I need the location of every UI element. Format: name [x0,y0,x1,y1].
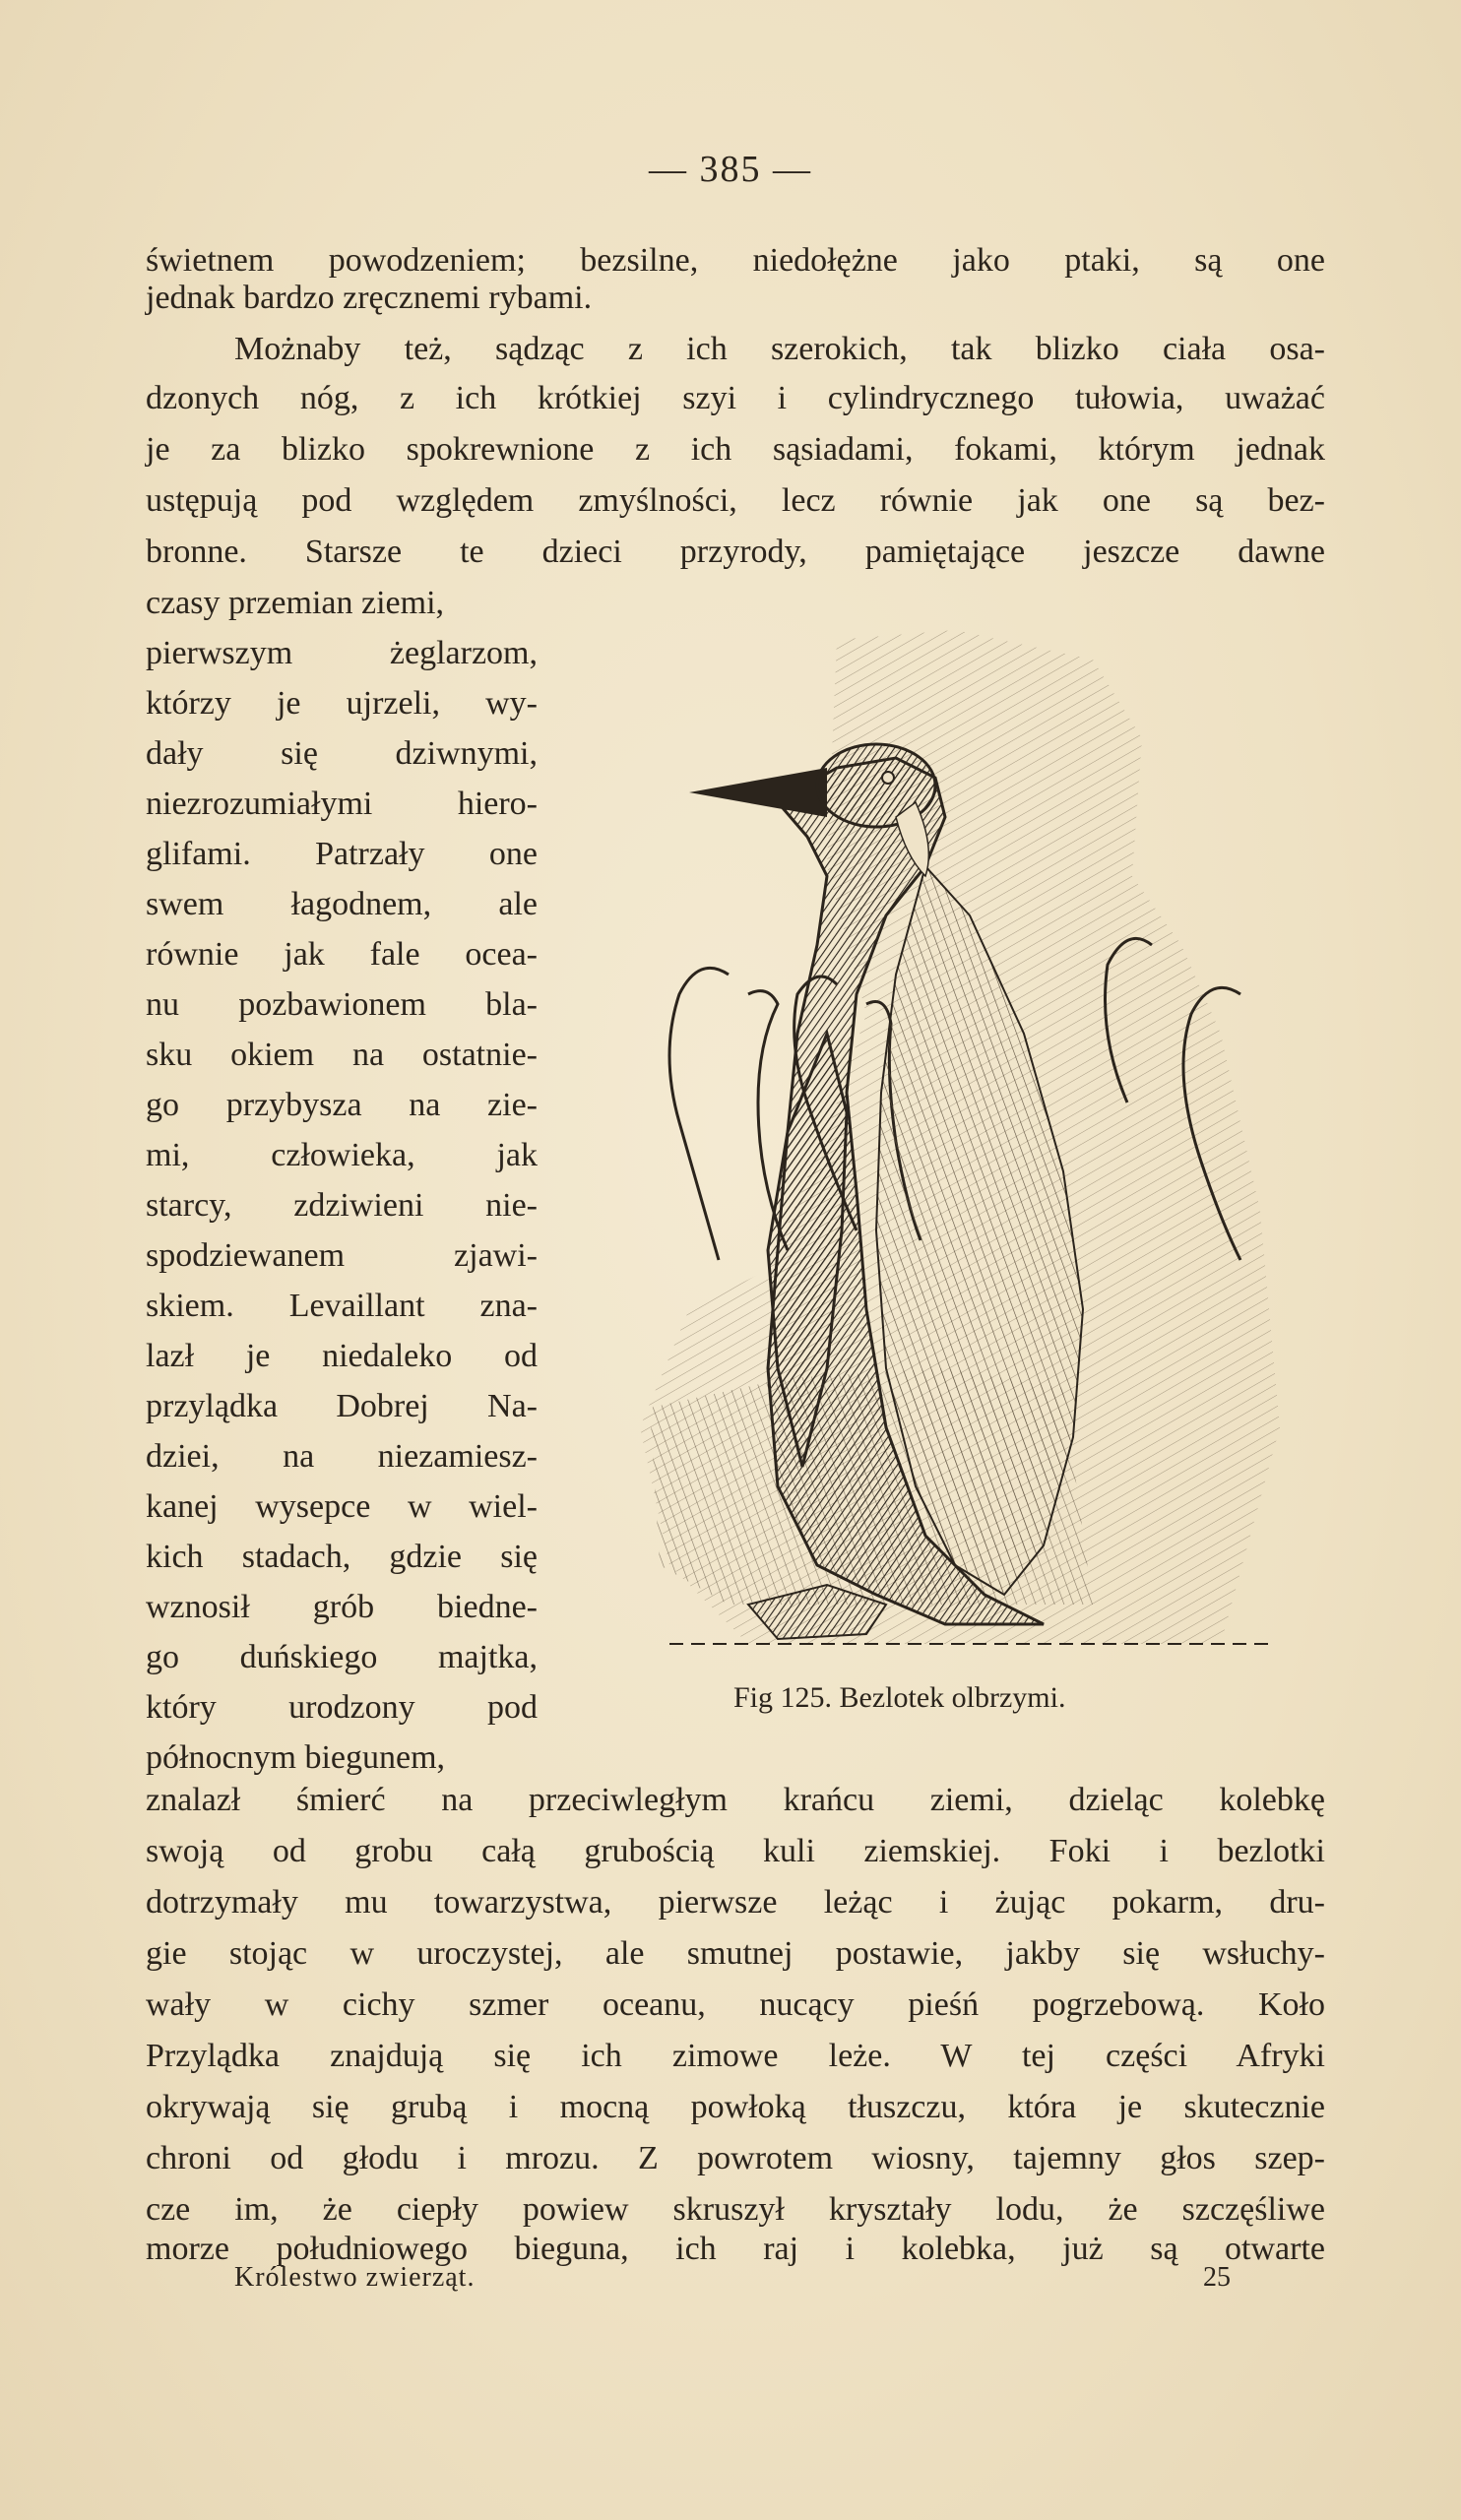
text-line: równie jak fale ocea- [146,936,538,973]
text-line: sku okiem na ostatnie- [146,1037,538,1073]
text-line: swoją od grobu całą grubością kuli ziemskiej. Foki i bezlotki [146,1833,1325,1869]
penguin-engraving [630,620,1309,1673]
text-line: znalazł śmierć na przeciwległym krańcu ziemi, dzieląc kolebkę [146,1782,1325,1818]
text-line: bronne. Starsze te dzieci przyrody, pamiętające jeszcze dawne [146,534,1325,570]
text-line: chroni od głodu i mrozu. Z powrotem wiosny, tajemny głos szep- [146,2140,1325,2176]
footer-book-title: Królestwo zwierząt. [234,2262,476,2293]
text-line: pierwszym żeglarzom, [146,635,538,671]
text-line: Przylądka znajdują się ich zimowe leże. W tej części Afryki [146,2038,1325,2074]
text-line: przylądka Dobrej Na- [146,1388,538,1424]
text-line: który urodzony pod [146,1689,538,1726]
page-number: — 385 — [649,149,812,190]
text-line: starcy, zdziwieni nie- [146,1187,538,1224]
text-line: swem łagodnem, ale [146,886,538,922]
text-line: dotrzymały mu towarzystwa, pierwsze leżąc i żując pokarm, dru- [146,1884,1325,1921]
text-line: północnym biegunem, [146,1739,446,1776]
text-line: dały się dziwnymi, [146,735,538,772]
text-line: kanej wysepce w wiel- [146,1488,538,1525]
text-line: którzy je ujrzeli, wy- [146,685,538,722]
text-line: jednak bardzo zręcznemi rybami. [146,280,593,316]
text-line: je za blizko spokrewnione z ich sąsiadami, fokami, którym jednak [146,431,1325,468]
figure-caption: Fig 125. Bezlotek olbrzymi. [733,1681,1066,1714]
text-line: wznosił grób biedne- [146,1589,538,1625]
text-line: cze im, że ciepły powiew skruszył kryształy lodu, że szczęśliwe [146,2191,1325,2228]
text-line: mi, człowieka, jak [146,1137,538,1173]
text-line: go duńskiego majtka, [146,1639,538,1675]
text-line: ustępują pod względem zmyślności, lecz równie jak one są bez- [146,482,1325,519]
text-line: dzonych nóg, z ich krótkiej szyi i cylindrycznego tułowia, uważać [146,380,1325,416]
text-line: dziei, na niezamiesz- [146,1438,538,1475]
text-line: Możnaby też, sądząc z ich szerokich, tak blizko ciała osa- [234,331,1325,367]
text-line: czasy przemian ziemi, [146,585,445,621]
footer-signature-mark: 25 [1203,2262,1231,2293]
text-line: lazł je niedaleko od [146,1338,538,1374]
text-line: wały w cichy szmer oceanu, nucący pieśń pogrzebową. Koło [146,1986,1325,2023]
text-line: nu pozbawionem bla- [146,986,538,1023]
text-line: go przybysza na zie- [146,1087,538,1123]
text-line: glifami. Patrzały one [146,836,538,872]
text-line: kich stadach, gdzie się [146,1539,538,1575]
text-line: świetnem powodzeniem; bezsilne, niedołężne jako ptaki, są one [146,242,1325,279]
text-line: gie stojąc w uroczystej, ale smutnej postawie, jakby się wsłuchy- [146,1935,1325,1972]
text-line: morze południowego bieguna, ich raj i kolebka, już są otwarte [146,2231,1325,2267]
text-line: skiem. Levaillant zna- [146,1288,538,1324]
text-line: spodziewanem zjawi- [146,1237,538,1274]
text-line: niezrozumiałymi hiero- [146,786,538,822]
text-line: okrywają się grubą i mocną powłoką tłuszczu, która je skutecznie [146,2089,1325,2125]
